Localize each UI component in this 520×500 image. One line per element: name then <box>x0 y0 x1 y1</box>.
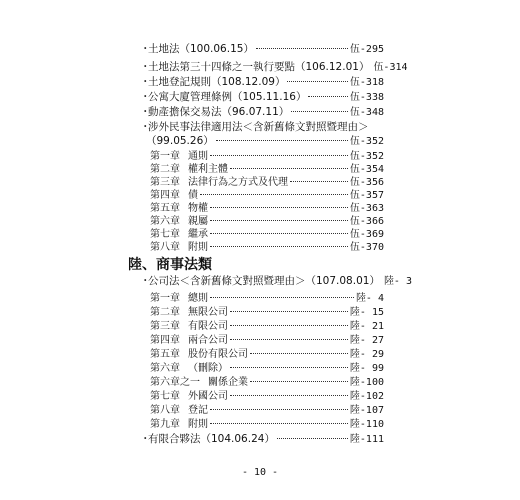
bullet: ・ <box>140 43 151 55</box>
dot-leader <box>277 438 348 439</box>
chapter-title: 權利主體 <box>188 164 228 175</box>
chapter-title: 繼承 <box>188 229 208 240</box>
page-ref: 伍-352 <box>349 151 384 162</box>
dot-leader <box>200 194 348 195</box>
chapter-entry[interactable] <box>150 320 384 333</box>
chapter-number: 第八章 <box>150 242 180 253</box>
dot-leader <box>230 168 348 169</box>
page-number-footer: - 10 - <box>241 467 279 478</box>
chapter-number: 第一章 <box>150 293 180 304</box>
dot-leader <box>210 155 348 156</box>
page-ref: 伍-348 <box>349 107 384 118</box>
entry-title: 公司法＜含新舊條文對照暨理由＞（107.08.01） <box>148 275 380 287</box>
dot-leader <box>210 423 348 424</box>
chapter-entry[interactable] <box>150 150 384 163</box>
chapter-title: 總則 <box>188 293 208 304</box>
page-ref: 伍-366 <box>349 216 384 227</box>
page-ref: 伍-363 <box>349 203 384 214</box>
page-ref: 伍-318 <box>349 77 384 88</box>
page-ref: 陸- 3 <box>383 276 412 287</box>
chapter-number: 第四章 <box>150 335 180 346</box>
dot-leader <box>210 246 348 247</box>
chapter-title: 物權 <box>188 203 208 214</box>
dot-leader <box>230 367 348 368</box>
chapter-entry[interactable] <box>150 241 384 254</box>
page-ref: 陸- 29 <box>349 349 384 360</box>
toc-entry[interactable] <box>140 275 412 288</box>
bullet: ・ <box>140 433 151 445</box>
chapter-title: 外國公司 <box>188 391 228 402</box>
chapter-number: 第七章 <box>150 229 180 240</box>
chapter-number: 第八章 <box>150 405 180 416</box>
dot-leader <box>250 353 348 354</box>
chapter-number: 第五章 <box>150 203 180 214</box>
entry-title: 有限合夥法（104.06.24） <box>148 433 275 445</box>
chapter-entry[interactable] <box>150 163 384 176</box>
chapter-entry[interactable] <box>150 348 384 361</box>
dot-leader <box>230 325 348 326</box>
chapter-entry[interactable] <box>150 390 384 403</box>
dot-leader <box>256 48 348 49</box>
entry-title: 涉外民事法律適用法＜含新舊條文對照暨理由＞ <box>148 121 369 133</box>
chapter-title: 通則 <box>188 151 208 162</box>
toc-entry[interactable] <box>140 61 408 74</box>
chapter-title: 債 <box>188 190 198 201</box>
dot-leader <box>308 96 347 97</box>
page-ref: 伍-314 <box>373 62 408 73</box>
chapter-entry[interactable] <box>150 176 384 189</box>
dot-leader <box>230 311 348 312</box>
chapter-title: 法律行為之方式及代理 <box>188 177 288 188</box>
chapter-entry[interactable] <box>150 404 384 417</box>
chapter-title: 股份有限公司 <box>188 349 248 360</box>
bullet: ・ <box>140 121 151 133</box>
chapter-entry[interactable] <box>150 202 384 215</box>
page-ref: 伍-369 <box>349 229 384 240</box>
chapter-number: 第七章 <box>150 391 180 402</box>
chapter-entry[interactable] <box>150 215 384 228</box>
toc-entry[interactable] <box>140 106 384 119</box>
page-ref: 伍-295 <box>349 44 384 55</box>
chapter-title: 無限公司 <box>188 307 228 318</box>
chapter-title: （刪除） <box>188 363 228 374</box>
toc-entry-title-line1[interactable] <box>140 121 369 134</box>
entry-title: 公寓大廈管理條例（105.11.16） <box>148 91 307 103</box>
page-ref: 陸-111 <box>349 434 384 445</box>
page-ref: 陸- 15 <box>349 307 384 318</box>
page-ref: 陸-100 <box>349 377 384 388</box>
dot-leader <box>210 207 348 208</box>
chapter-number: 第四章 <box>150 190 180 201</box>
toc-entry[interactable] <box>140 433 384 446</box>
chapter-number: 第九章 <box>150 419 180 430</box>
dot-leader <box>250 381 348 382</box>
entry-title: 土地法第三十四條之一執行要點（106.12.01） <box>148 61 370 73</box>
dot-leader <box>230 339 348 340</box>
chapter-entry[interactable] <box>150 228 384 241</box>
chapter-title: 附則 <box>188 242 208 253</box>
chapter-title: 登記 <box>188 405 208 416</box>
dot-leader <box>287 81 347 82</box>
page-ref: 陸-110 <box>349 419 384 430</box>
dot-leader <box>290 181 348 182</box>
entry-title: 土地法（100.06.15） <box>148 43 254 55</box>
chapter-number: 第一章 <box>150 151 180 162</box>
chapter-number: 第三章 <box>150 177 180 188</box>
bullet: ・ <box>140 61 151 73</box>
chapter-title: 關係企業 <box>208 377 248 388</box>
chapter-number: 第五章 <box>150 349 180 360</box>
entry-title: 土地登記規則（108.12.09） <box>148 76 286 88</box>
section-heading: 陸、商事法類 <box>128 257 212 273</box>
toc-entry[interactable] <box>140 43 384 56</box>
dot-leader <box>216 140 348 141</box>
chapter-number: 第六章 <box>150 216 180 227</box>
chapter-title: 有限公司 <box>188 321 228 332</box>
page-ref: 伍-354 <box>349 164 384 175</box>
dot-leader <box>210 297 354 298</box>
page-ref: 陸-107 <box>349 405 384 416</box>
page-ref: 伍-357 <box>349 190 384 201</box>
chapter-entry[interactable] <box>150 292 384 305</box>
page-ref: 伍-338 <box>349 92 384 103</box>
page-ref: 伍-352 <box>349 136 384 147</box>
chapter-entry[interactable] <box>150 362 384 375</box>
page-ref: 陸-102 <box>349 391 384 402</box>
page-ref: 伍-356 <box>349 177 384 188</box>
chapter-entry[interactable] <box>150 334 384 347</box>
toc-entry[interactable] <box>140 76 384 89</box>
chapter-number: 第六章 <box>150 363 180 374</box>
page-ref: 陸- 99 <box>349 363 384 374</box>
entry-title: 動產擔保交易法（96.07.11） <box>148 106 290 118</box>
dot-leader <box>210 220 348 221</box>
page-ref: 陸- 21 <box>349 321 384 332</box>
dot-leader <box>230 395 348 396</box>
chapter-title: 兩合公司 <box>188 335 228 346</box>
chapter-number: 第二章 <box>150 164 180 175</box>
chapter-number: 第三章 <box>150 321 180 332</box>
chapter-entry[interactable] <box>150 376 384 389</box>
chapter-number: 第六章之一 <box>150 377 200 388</box>
entry-date: （99.05.26） <box>146 135 214 147</box>
dot-leader <box>210 233 348 234</box>
toc-entry[interactable] <box>140 91 384 104</box>
chapter-title: 親屬 <box>188 216 208 227</box>
chapter-entry[interactable] <box>150 189 384 202</box>
page-ref: 陸- 27 <box>349 335 384 346</box>
page-ref: 伍-370 <box>349 242 384 253</box>
dot-leader <box>291 111 348 112</box>
dot-leader <box>210 409 348 410</box>
page-ref: 陸- 4 <box>355 293 384 304</box>
chapter-number: 第二章 <box>150 307 180 318</box>
bullet: ・ <box>140 91 151 103</box>
bullet: ・ <box>140 275 151 287</box>
chapter-title: 附則 <box>188 419 208 430</box>
chapter-entry[interactable] <box>150 418 384 431</box>
bullet: ・ <box>140 76 151 88</box>
bullet: ・ <box>140 106 151 118</box>
chapter-entry[interactable] <box>150 306 384 319</box>
toc-entry[interactable] <box>146 135 384 148</box>
